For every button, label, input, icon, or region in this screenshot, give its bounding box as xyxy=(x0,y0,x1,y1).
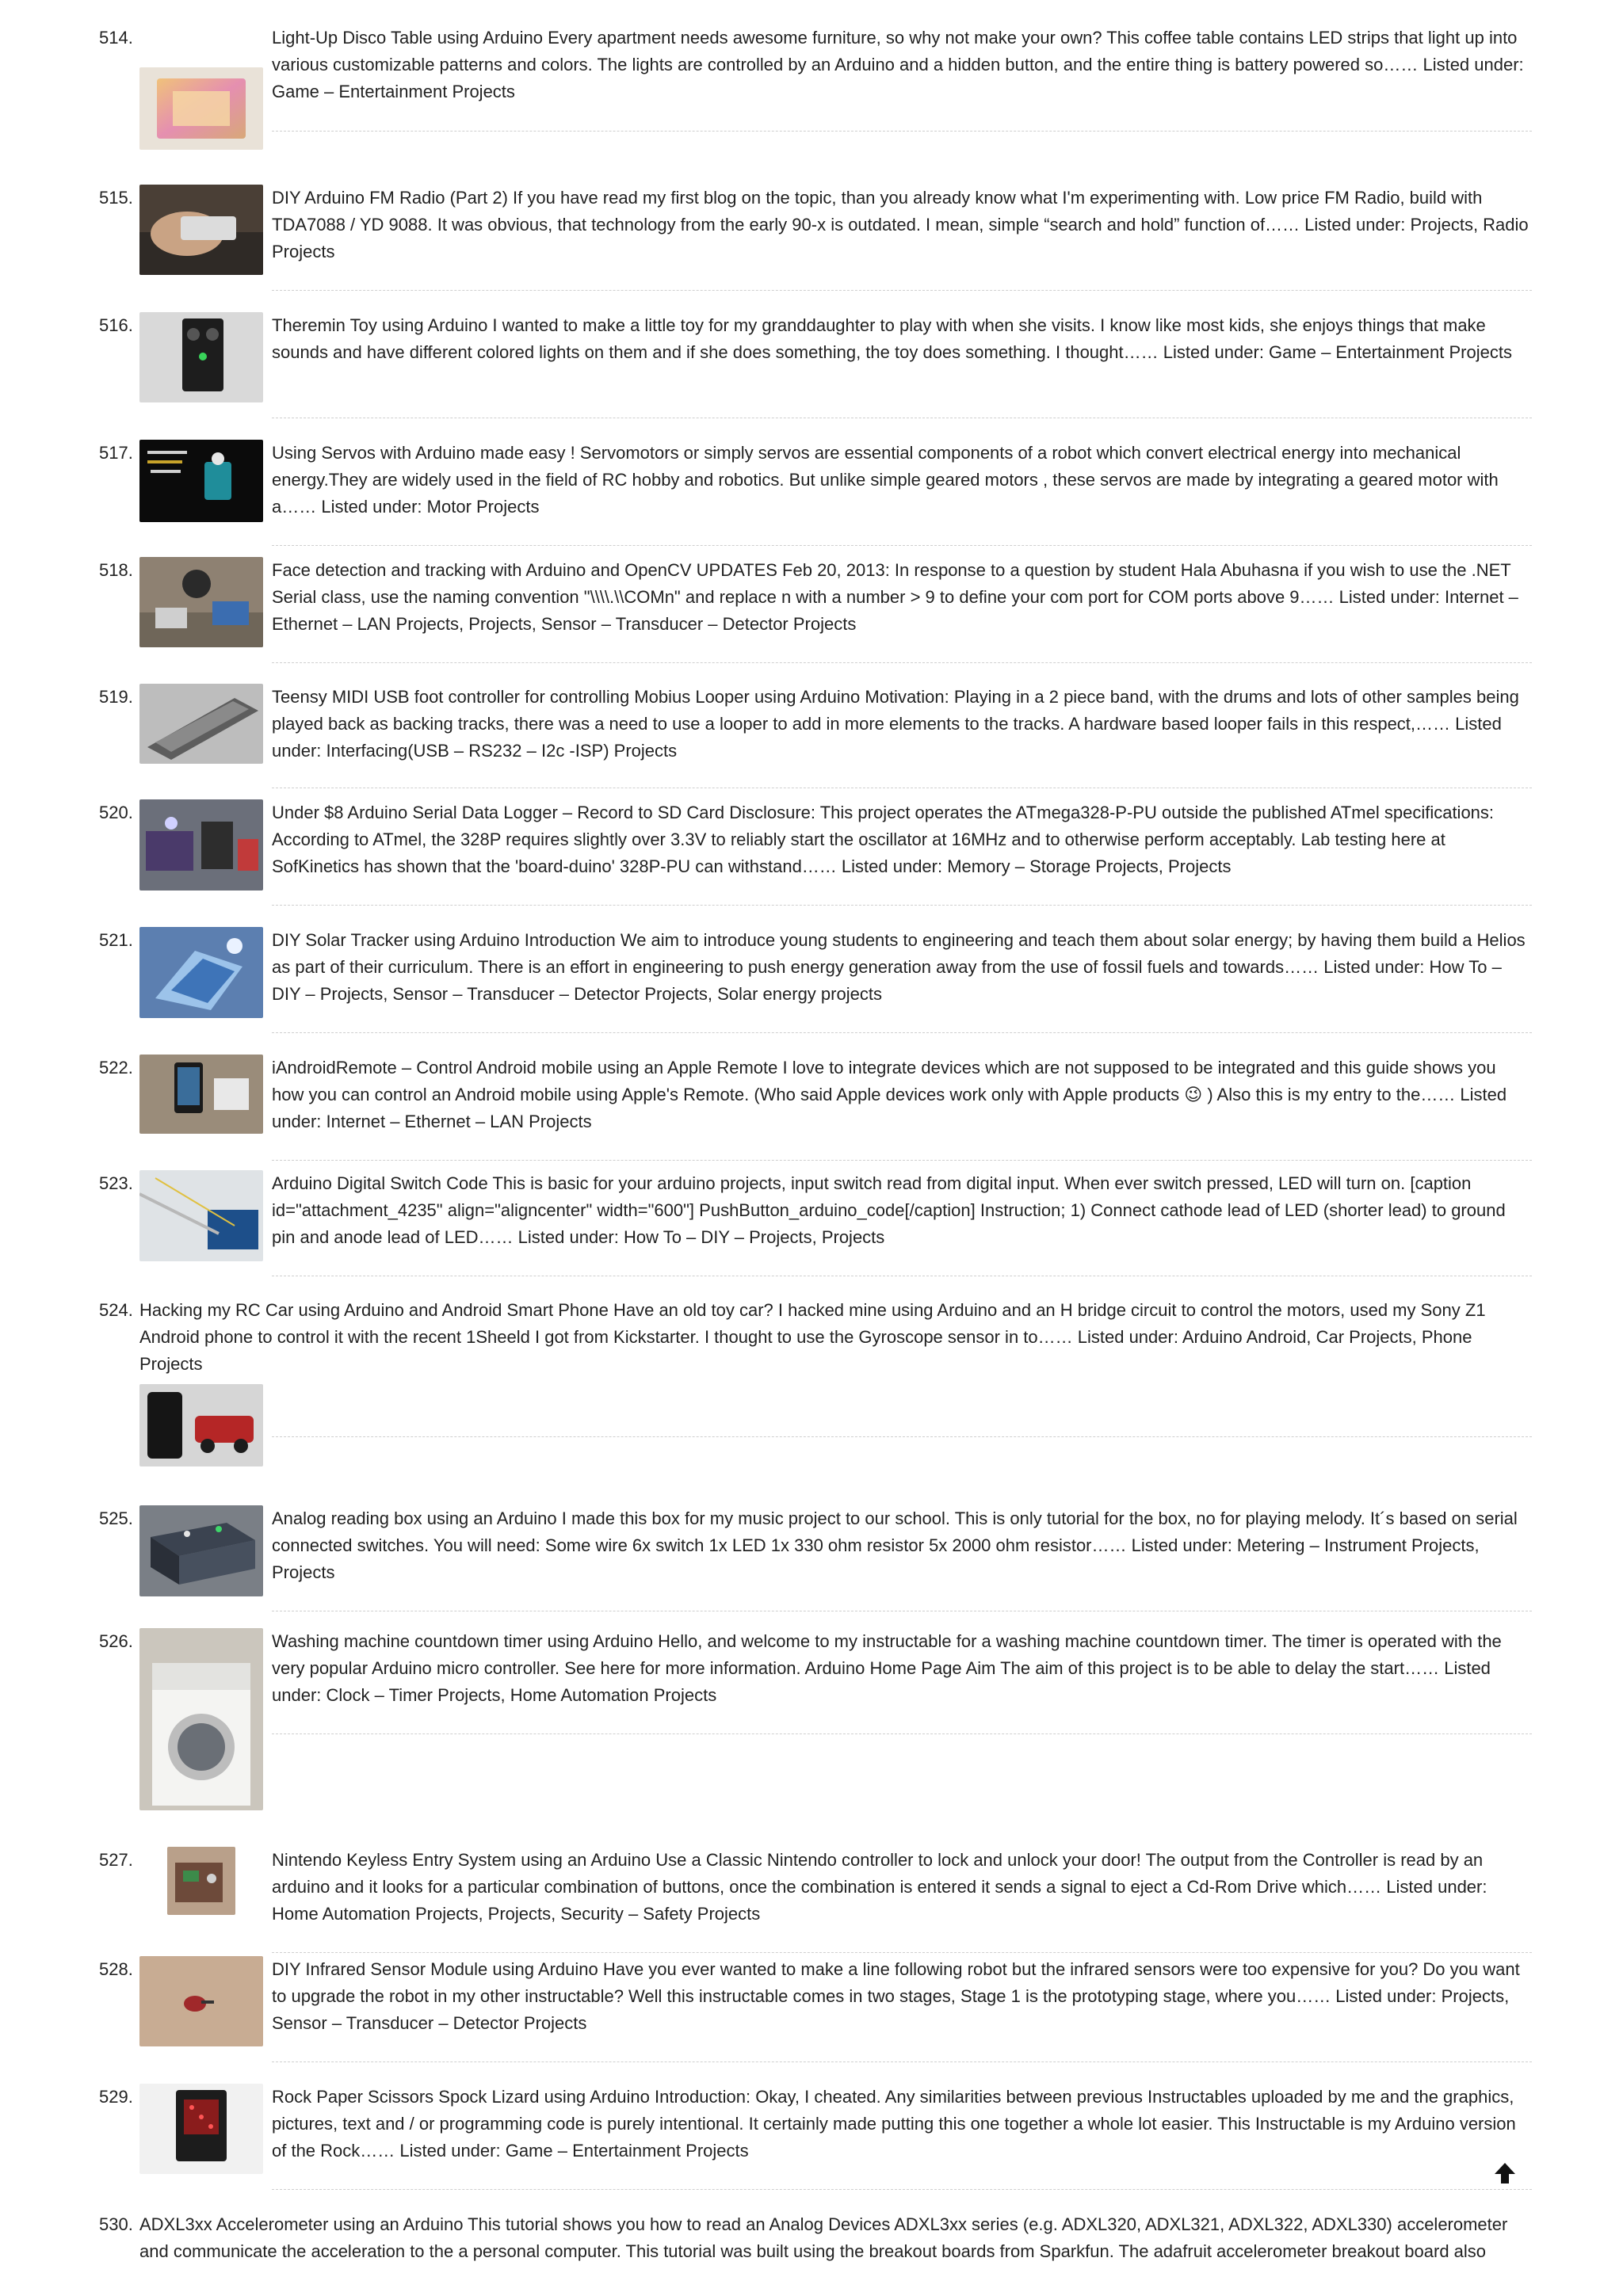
thumbnail-serial-logger[interactable] xyxy=(139,799,263,891)
item-description[interactable]: ADXL3xx Accelerometer using an Arduino This tutorial shows you how to read an Analog Devices ADXL3xx series (e.g. ADXL320, ADXL321, ADXL322, ADXL330) accelerometer and communicate the acceleration to the a personal computer. This tutorial was built using the breakout boards from Sparkfun. The adafruit accelerometer breakout board also xyxy=(139,2214,1508,2261)
thumbnail-infrared-sensor[interactable] xyxy=(139,1956,263,2046)
item-description[interactable]: DIY Arduino FM Radio (Part 2) If you have read my first blog on the topic, than you already know what I'm experimenting with. Low price FM Radio, build with TDA7088 / YD 9088. It was obvious, that technology from the early 90-x is outdated. I mean, simple “search and hold” function of…… Listed under: Projects, Radio Projects xyxy=(272,188,1529,261)
item-number: 518. xyxy=(99,560,133,580)
thumbnail-fm-radio[interactable] xyxy=(139,185,263,275)
item-description[interactable]: Theremin Toy using Arduino I wanted to make a little toy for my granddaughter to play with when she visits. I know like most kids, she enjoys things that make sounds and have different colored lights on them and if she does something, the toy does something. I thought…… Listed under: Game – Entertainment Projects xyxy=(272,315,1512,362)
item-description[interactable]: Analog reading box using an Arduino I made this box for my music project to our school. This is only tutorial for the box, no for playing melody. It´s based on serial connected switches. You will need: Some wire 6x switch 1x LED 1x 330 ohm resistor 5x 2000 ohm resistor…… Listed under: Metering – Instrument Projects, Projects xyxy=(272,1508,1518,1582)
item-description[interactable]: Face detection and tracking with Arduino and OpenCV UPDATES Feb 20, 2013: In response to a question by student Hala Abuhasna if you wish to use the .NET Serial class, use the naming convention "\\\\.\\COMn" and replace n with a number > 9 to define your com port for COM ports above 9…… Listed under: Internet – Ethernet – LAN Projects, Projects, Sensor – Transducer – Detector Projects xyxy=(272,560,1518,634)
item-number: 515. xyxy=(99,188,133,208)
item-description[interactable]: iAndroidRemote – Control Android mobile using an Apple Remote I love to integrate devices which are not supposed to be integrated and this guide shows you how you can control an Android mobile using Apple's Remote. (Who said Apple devices work only with Apple products 😉 ) Also this is my entry to the…… Listed under: Internet – Ethernet – LAN Projects xyxy=(272,1058,1507,1131)
item-description[interactable]: Washing machine countdown timer using Arduino Hello, and welcome to my instructable for a washing machine countdown timer. The timer is operated with the very popular Arduino micro controller. See here for more information. Arduino Home Page Aim The aim of this project is to be able to delay the start…… Listed under: Clock – Timer Projects, Home Automation Projects xyxy=(272,1631,1502,1705)
item-number: 527. xyxy=(99,1850,133,1870)
item-number: 514. xyxy=(99,28,133,48)
item-description[interactable]: Arduino Digital Switch Code This is basic for your arduino projects, input switch read from digital input. When ever switch pressed, LED will turn on. [caption id="attachment_4235" align="aligncenter" width="600"] PushButton_arduino_code[/caption] Instruction; 1) Connect cathode lead of LED (shorter lead) to ground pin and anode lead of LED…… Listed under: How To – DIY – Projects, Projects xyxy=(272,1173,1506,1247)
item-number: 529. xyxy=(99,2087,133,2107)
item-description[interactable]: DIY Infrared Sensor Module using Arduino Have you ever wanted to make a line following robot but the infrared sensors were too expensive for you? Do you want to upgrade the robot in my other instructable? Well this instructable comes in two stages, Stage 1 is the prototyping stage, where you…… Listed under: Projects, Sensor – Transducer – Detector Projects xyxy=(272,1959,1520,2033)
thumbnail-digital-switch[interactable] xyxy=(139,1170,263,1261)
item-description[interactable]: Nintendo Keyless Entry System using an Arduino Use a Classic Nintendo controller to lock and unlock your door! The output from the Controller is read by an arduino and it looks for a particular combination of buttons, once the combination is entered it sends a signal to eject a Cd-Rom Drive which…… Listed under: Home Automation Projects, Projects, Security – Safety Projects xyxy=(272,1850,1487,1924)
item-description[interactable]: Teensy MIDI USB foot controller for controlling Mobius Looper using Arduino Motivation: Playing in a 2 piece band, with the drums and lots of other samples being played back as backing tracks, there was a need to use a looper to add in more elements to the tracks. A hardware based looper fails in this respect,…… Listed under: Interfacing(USB – RS232 – I2c -ISP) Projects xyxy=(272,687,1519,761)
thumbnail-nintendo-entry[interactable] xyxy=(167,1847,235,1915)
divider xyxy=(272,905,1532,906)
item-number: 516. xyxy=(99,315,133,335)
divider xyxy=(272,1733,1532,1734)
item-number: 517. xyxy=(99,443,133,463)
divider xyxy=(272,1160,1532,1161)
arrow-up-icon xyxy=(1493,2161,1517,2185)
item-number: 521. xyxy=(99,930,133,950)
item-description[interactable]: Light-Up Disco Table using Arduino Every apartment needs awesome furniture, so why not make your own? This coffee table contains LED strips that light up into various customizable patterns and colors. The lights are controlled by an Arduino and a hidden button, and the entire thing is battery powered so…… Listed under: Game – Entertainment Projects xyxy=(272,28,1524,101)
divider xyxy=(272,1436,1532,1437)
thumbnail-washing-machine[interactable] xyxy=(139,1628,263,1810)
thumbnail-teensy-midi[interactable] xyxy=(139,684,263,764)
thumbnail-servos[interactable] xyxy=(139,440,263,522)
thumbnail-rock-paper-scissors[interactable] xyxy=(139,2084,263,2174)
item-number: 530. xyxy=(99,2214,133,2234)
divider xyxy=(272,2061,1532,2062)
back-to-top-button[interactable] xyxy=(1493,2161,1517,2185)
thumbnail-analog-box[interactable] xyxy=(139,1505,263,1596)
thumbnail-iandroidremote[interactable] xyxy=(139,1055,263,1134)
item-number: 524. xyxy=(99,1300,133,1320)
thumbnail-disco-table[interactable] xyxy=(139,67,263,150)
thumbnail-rc-car[interactable] xyxy=(139,1384,263,1466)
item-number: 523. xyxy=(99,1173,133,1193)
thumbnail-theremin-toy[interactable] xyxy=(139,312,263,402)
divider xyxy=(272,545,1532,546)
item-description[interactable]: Under $8 Arduino Serial Data Logger – Record to SD Card Disclosure: This project operates the ATmega328-P-PU outside the published ATmel specifications: According to ATmel, the 328P requires slightly over 3.3V to reliably start the oscillator at 16MHz and to otherwise perform acceptably. Lab testing here at SofKinetics has shown that the 'board-duino' 328P-PU can withstand…… Listed under: Memory – Storage Projects, Projects xyxy=(272,803,1495,876)
item-number: 522. xyxy=(99,1058,133,1077)
divider xyxy=(272,131,1532,132)
divider xyxy=(272,2189,1532,2190)
item-number: 520. xyxy=(99,803,133,822)
divider xyxy=(272,290,1532,291)
divider xyxy=(272,1032,1532,1033)
item-description[interactable]: DIY Solar Tracker using Arduino Introduction We aim to introduce young students to engineering and teach them about solar energy; by having them build a Helios as part of their curriculum. There is an effort in engineering to push energy generation away from the use of fossil fuels and towards…… Listed under: How To – DIY – Projects, Sensor – Transducer – Detector Projects, Solar energy projects xyxy=(272,930,1526,1004)
item-number: 525. xyxy=(99,1508,133,1528)
item-number: 528. xyxy=(99,1959,133,1979)
divider xyxy=(272,662,1532,663)
item-description[interactable]: Hacking my RC Car using Arduino and Android Smart Phone Have an old toy car? I hacked mine using Arduino and an H bridge circuit to control the motors, used my Sony Z1 Android phone to control it with the recent 1Sheeld I got from Kickstarter. I thought to use the Gyroscope sensor in to…… Listed under: Arduino Android, Car Projects, Phone Projects xyxy=(139,1300,1486,1374)
item-number: 526. xyxy=(99,1631,133,1651)
divider xyxy=(272,1952,1532,1953)
item-number: 519. xyxy=(99,687,133,707)
thumbnail-solar-tracker[interactable] xyxy=(139,927,263,1018)
thumbnail-face-detection[interactable] xyxy=(139,557,263,647)
item-description[interactable]: Using Servos with Arduino made easy ! Servomotors or simply servos are essential components of a robot which convert electrical energy into mechanical energy.They are widely used in the field of RC hobby and robotics. But unlike simple geared motors , these servos are made by integrating a geared motor with a…… Listed under: Motor Projects xyxy=(272,443,1499,517)
item-description[interactable]: Rock Paper Scissors Spock Lizard using Arduino Introduction: Okay, I cheated. Any similarities between previous Instructables uploaded by me and the graphics, pictures, text and / or programming code is purely intentional. It certainly made putting this one together a whole lot easier. This Instructable is my Arduino version of the Rock…… Listed under: Game – Entertainment Projects xyxy=(272,2087,1516,2161)
